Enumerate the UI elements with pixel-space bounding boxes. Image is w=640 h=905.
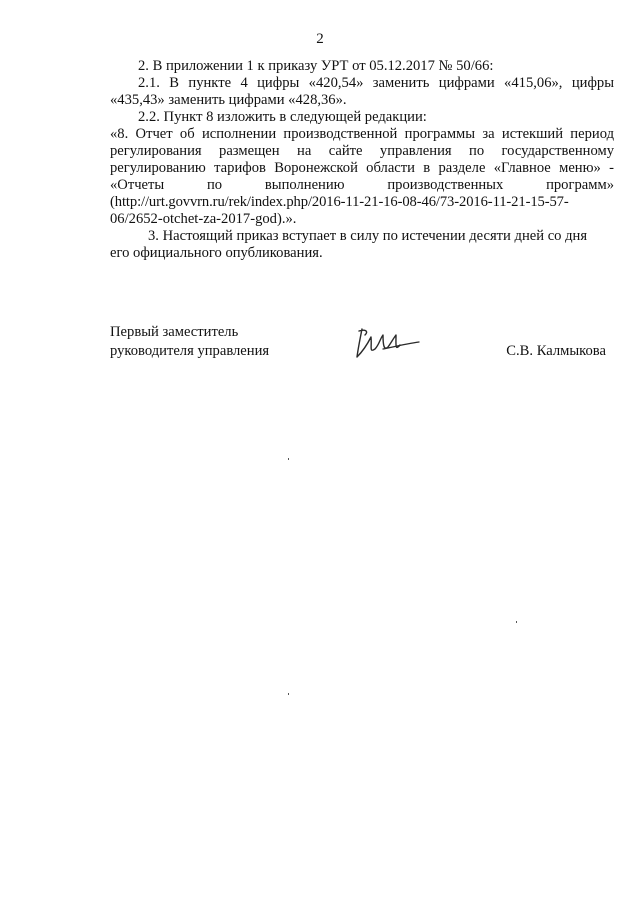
item-8-line-5: (http://urt.govvrn.ru/rek/index.php/2016-11-21-16-08-46/73-2016-11-21-15-57-	[110, 194, 569, 210]
scan-speck	[516, 621, 517, 623]
handwritten-signature	[353, 323, 423, 363]
signatory-title-line-1: Первый заместитель	[110, 324, 239, 340]
signatory-title-line-2: руководителя управления	[110, 343, 270, 359]
signature-stroke-1	[357, 329, 400, 357]
signatory-title	[110, 323, 269, 361]
item-8-line-4: «Отчеты по выполнению производственных программ»	[110, 177, 614, 193]
item-8-line-1: «8. Отчет об исполнении производственной программы за истекший период	[110, 126, 614, 142]
page-number: 2	[316, 31, 324, 47]
item-8-line-3: регулированию тарифов Воронежской области в разделе «Главное меню» -	[110, 160, 614, 176]
document-body	[110, 58, 614, 262]
item-8-line-6: 06/2652-otchet-za-2017-god).».	[110, 211, 297, 227]
item-8-line-2: регулирования размещен на сайте управления по государственному	[110, 143, 614, 159]
paragraph-2: 2. В приложении 1 к приказу УРТ от 05.12.2017 № 50/66:	[138, 58, 494, 74]
scan-speck	[288, 458, 289, 460]
signature-block	[110, 323, 614, 373]
paragraph-2-1-line-1: 2.1. В пункте 4 цифры «420,54» заменить цифрами «415,06», цифры	[138, 75, 614, 91]
paragraph-2-1-line-2: «435,43» заменить цифрами «428,36».	[110, 92, 347, 108]
scan-speck	[288, 693, 289, 695]
paragraph-3-line-1: 3. Настоящий приказ вступает в силу по истечении десяти дней со дня	[148, 228, 588, 244]
paragraph-3-line-2: его официального опубликования.	[110, 245, 323, 261]
paragraph-2-2: 2.2. Пункт 8 изложить в следующей редакции:	[138, 109, 427, 125]
signatory-name: С.В. Калмыкова	[506, 343, 606, 359]
